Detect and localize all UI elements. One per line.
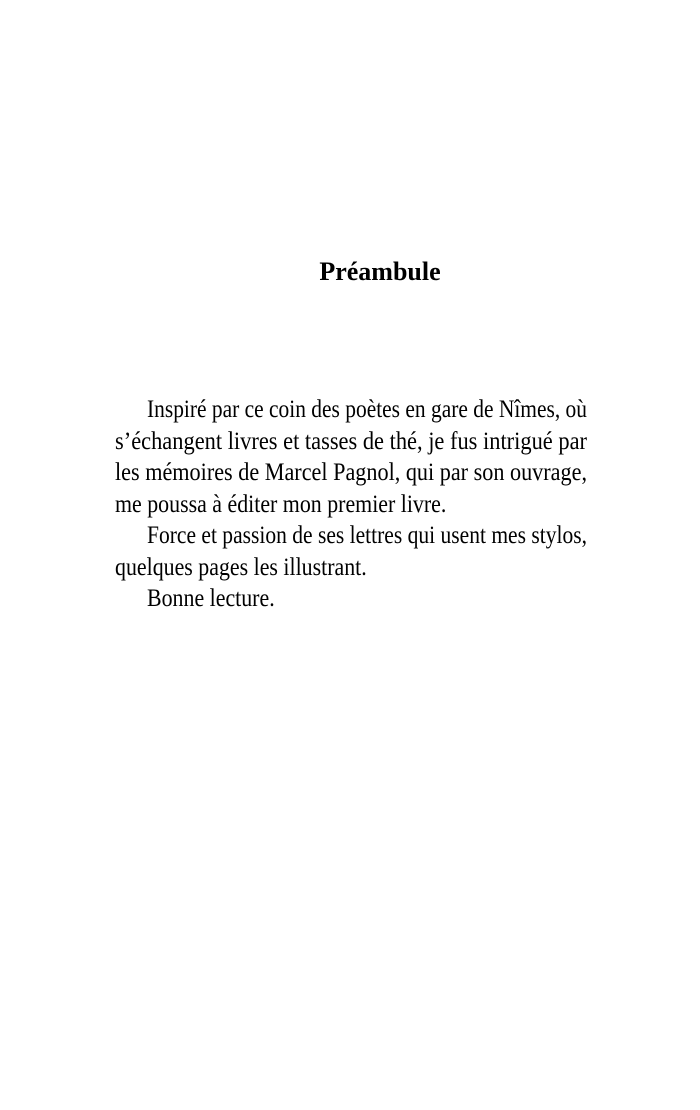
preamble-text (115, 394, 587, 615)
text-line-wrap (115, 583, 587, 615)
text-line: Inspiré par ce coin des poètes en gare de Nîmes, où (147, 396, 587, 423)
text-line: Force et passion de ses lettres qui usent mes stylos, (147, 522, 587, 549)
text-line-wrap (115, 489, 587, 521)
text-line-wrap (115, 457, 587, 489)
text-line: Bonne lecture. (147, 585, 275, 612)
text-line: me poussa à éditer mon premier livre. (115, 490, 447, 518)
text-line-wrap (115, 394, 587, 426)
text-line: s’échangent livres et tasses de thé, je fus intrigué par (115, 427, 587, 455)
text-line: quelques pages les illustrant. (115, 553, 367, 581)
text-line-wrap (115, 552, 587, 584)
page-title: Préambule (319, 257, 441, 286)
text-line: les mémoires de Marcel Pagnol, qui par son ouvrage, (115, 459, 587, 486)
text-line-wrap (115, 426, 587, 458)
text-line-wrap (115, 520, 587, 552)
